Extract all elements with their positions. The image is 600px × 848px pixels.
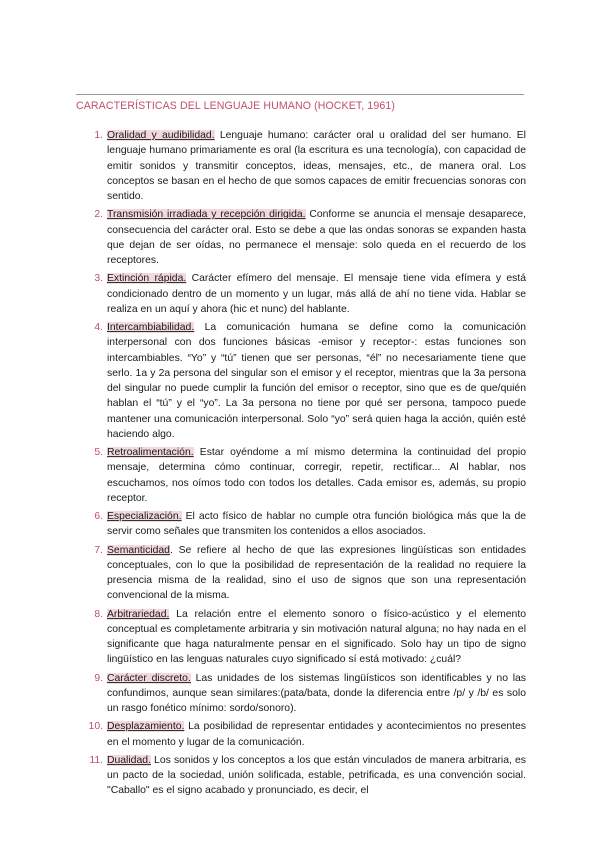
item-term: Oralidad y audibilidad. xyxy=(107,130,215,141)
item-term: Arbitrariedad. xyxy=(107,608,170,620)
characteristics-list xyxy=(88,128,527,802)
item-term: Extinción rápida. xyxy=(107,273,187,285)
item-text: Los sonidos y los conceptos a los que están vinculados de manera arbitraria, es un pacto de la sociedad, unión solificada, estable, petrificada, es una convención social. "Caballo" es el signo acabado y pronunciado, es decir, el xyxy=(107,754,526,797)
item-number: 1. xyxy=(94,130,103,141)
item-term: Intercambiabilidad. xyxy=(107,322,195,333)
item-number: 9. xyxy=(94,672,103,684)
item-term: Carácter discreto. xyxy=(107,672,191,684)
top-divider xyxy=(76,94,524,95)
list-item xyxy=(94,320,526,442)
list-item xyxy=(94,445,526,506)
item-text: El acto físico de hablar no cumple otra función biológica más que la de servir como señales que transmiten los contenidos a ellos asociados. xyxy=(107,511,526,538)
item-term: Retroalimentación. xyxy=(107,447,194,458)
list-item xyxy=(94,207,526,268)
item-text: . Se refiere al hecho de que las expresiones lingüísticas son entidades conceptuales, con lo que la posibilidad de representación de la realidad no requiere la presencia misma de la realidad, sino el uso de signos que son una representación convencional de la misma. xyxy=(107,544,526,602)
item-term: Transmisión irradiada y recepción dirigida. xyxy=(107,209,306,221)
item-text: Carácter efímero del mensaje. El mensaje tiene vida efímera y está condicionado dentro de un momento y un lugar, más allá de ahí no tiene vida. Hablar se realiza en un aquí y ahora (hic et nunc) del hablante. xyxy=(107,273,526,315)
list-item xyxy=(94,271,526,317)
list-item xyxy=(94,607,526,668)
item-text: La posibilidad de representar entidades y acontecimientos no presentes en el momento y lugar de la comunicación. xyxy=(107,721,526,748)
item-term: Especialización. xyxy=(107,511,182,522)
item-number: 4. xyxy=(94,322,103,333)
item-text: Las unidades de los sistemas lingüísticos son identificables y no las confundimos, aunque sean similares:(pata/bata, donde la diferencia entre /p/ y /b/ es solo un rasgo fonético mínimo: sordo/sonoro). xyxy=(107,672,527,714)
list-item xyxy=(88,719,526,750)
item-text: La comunicación humana se define como la comunicación interpersonal con dos funciones básicas -emisor y receptor-: estas funciones son intercambiables. “Yo” y “tú” tienen que ser personas, “él” no necesariamente tiene que serlo. 1a y 2a persona del singular son el emisor y el receptor, mientras que la 3a persona del singular no puede cumplir la función del emisor o receptor, sino que es de que/quién hablan el “tú” y el “yo”. La 3a persona no tiene por qué ser persona, tampoco puede mantener una comunicación interpersonal. Solo “yo” será quien haga la acción, quién esté haciendo algo. xyxy=(107,322,526,440)
item-text: Conforme se anuncia el mensaje desaparece, consecuencia del carácter oral. Esto se debe a que las ondas sonoras se expanden hasta que dejan de ser oídas, no permanece el mensaje: solo queda en el recuerdo de los receptores. xyxy=(107,209,526,266)
item-number: 6. xyxy=(94,511,103,522)
item-term: Semanticidad xyxy=(107,544,170,556)
item-number: 7. xyxy=(94,544,103,556)
item-number: 11. xyxy=(89,754,103,766)
item-number: 2. xyxy=(94,209,103,221)
item-number: 3. xyxy=(94,273,103,285)
item-number: 10. xyxy=(88,721,103,733)
item-text: Lenguaje humano: carácter oral u oralidad del ser humano. El lenguaje humano primariamente es oral (la escritura es una tecnología), con capacidad de emitir sonidos y transmitir conceptos, ideas, mensajes, etc., de manera oral. Los conceptos se basan en el hecho de que somos capaces de emitir frecuencias sonoras con sentido. xyxy=(107,130,526,202)
item-text: Estar oyéndome a mí mismo determina la continuidad del propio mensaje, determina cómo continuar, corregir, repetir, rectificar... Al hablar, nos escuchamos, nos oímos todo con todos los detalles. Cada emisor es, además, su propio receptor. xyxy=(107,447,526,504)
item-number: 5. xyxy=(94,447,103,458)
list-item xyxy=(94,509,526,540)
list-item xyxy=(94,543,526,604)
document-title: CARACTERÍSTICAS DEL LENGUAJE HUMANO (HOCKET, 1961) xyxy=(76,100,395,112)
list-item xyxy=(94,671,527,717)
item-term: Dualidad. xyxy=(107,754,151,766)
list-item xyxy=(89,753,526,799)
item-text: La relación entre el elemento sonoro o físico-acústico y el elemento conceptual es completamente arbitraria y sin motivación natural alguna; no hay nada en el significante que haga naturalmente pensar en el significado. Solo hay un tipo de signo lingüístico en las lenguas naturales cuyo significado sí está motivado: ¿cuál? xyxy=(107,608,526,666)
item-number: 8. xyxy=(94,608,103,620)
item-term: Desplazamiento. xyxy=(107,721,185,733)
list-item xyxy=(94,128,526,204)
